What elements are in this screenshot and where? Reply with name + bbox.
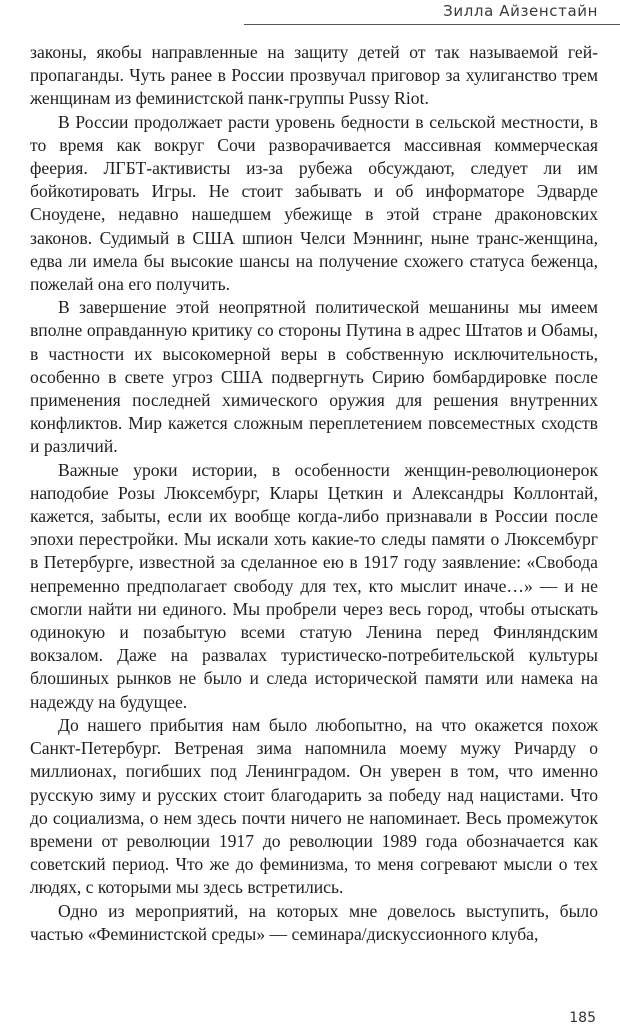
paragraph: законы, якобы направленные на защиту детей от так называемой гей-пропаганды. Чуть ранее в России прозвучал приговор за хулиганство трем женщинам из феминистской панк-группы Pussy Riot.	[30, 42, 598, 109]
paragraph: В завершение этой неопрятной политической мешанины мы имеем вполне оправданную критику со стороны Путина в адрес Штатов и Обамы, в частности их высокомерной веры в собственную исключительность, особенно в свете угроз США подвергнуть Сирию бомбардировке после применения последней химического оружия для решения внутренних конфликтов. Мир кажется сложным переплетением повсеместных сходств и различий.	[30, 297, 598, 457]
header-rule	[244, 24, 620, 25]
body-text	[30, 41, 598, 946]
paragraph: До нашего прибытия нам было любопытно, на что окажется похож Санкт-Петербург. Ветреная зима напомнила моему мужу Ричарду о миллионах, погибших под Ленинградом. Он уверен в том, что именно русскую зиму и русских стоит благодарить за победу над нацистами. Что до социализма, о нем здесь почти ничего не напоминает. Весь промежуток времени от революции 1917 до революции 1989 года обозначается как советский период. Что же до феминизма, то меня согревают мысли о тех людях, с которыми мы здесь встретились.	[30, 714, 598, 898]
page-number: 185	[569, 1010, 596, 1026]
paragraph: Важные уроки истории, в особенности женщин-революционерок наподобие Розы Люксембург, Клары Цеткин и Александры Коллонтай, кажется, забыты, если их вообще когда-либо признавали в России после эпохи перестройки. Мы искали хоть какие-то следы памяти о Люксембург в Петербурге, известной за сделанное ею в 1917 году заявление: «Свобода непременно предполагает свободу для тех, кто мыслит иначе…» — и не смогли найти ни единого. Мы пробрели через весь город, чтобы отыскать одинокую и позабытую всеми статую Ленина перед Финляндским вокзалом. Даже на развалах туристическо-потребительской культуры блошиных рынков не было и следа исторической памяти или намека на надежду на будущее.	[30, 459, 598, 712]
running-header	[0, 0, 620, 32]
paragraph: Одно из мероприятий, на которых мне довелось выступить, было частью «Феминистской среды» — семинара/дискуссионного клуба,	[30, 900, 598, 944]
running-header-author: Зилла Айзенстайн	[443, 2, 598, 20]
paragraph: В России продолжает расти уровень бедности в сельской местности, в то время как вокруг Сочи разворачивается массивная коммерческая феерия. ЛГБТ-активисты из-за рубежа обсуждают, следует ли им бойкотировать Игры. Не стоит забывать и об информаторе Эдварде Сноудене, недавно нашедшем убежище в этой стране драконовских законов. Судимый в США шпион Челси Мэннинг, ныне транс-женщина, едва ли имела бы высокие шансы на получение схожего статуса беженца, пожелай она его получить.	[30, 111, 598, 295]
